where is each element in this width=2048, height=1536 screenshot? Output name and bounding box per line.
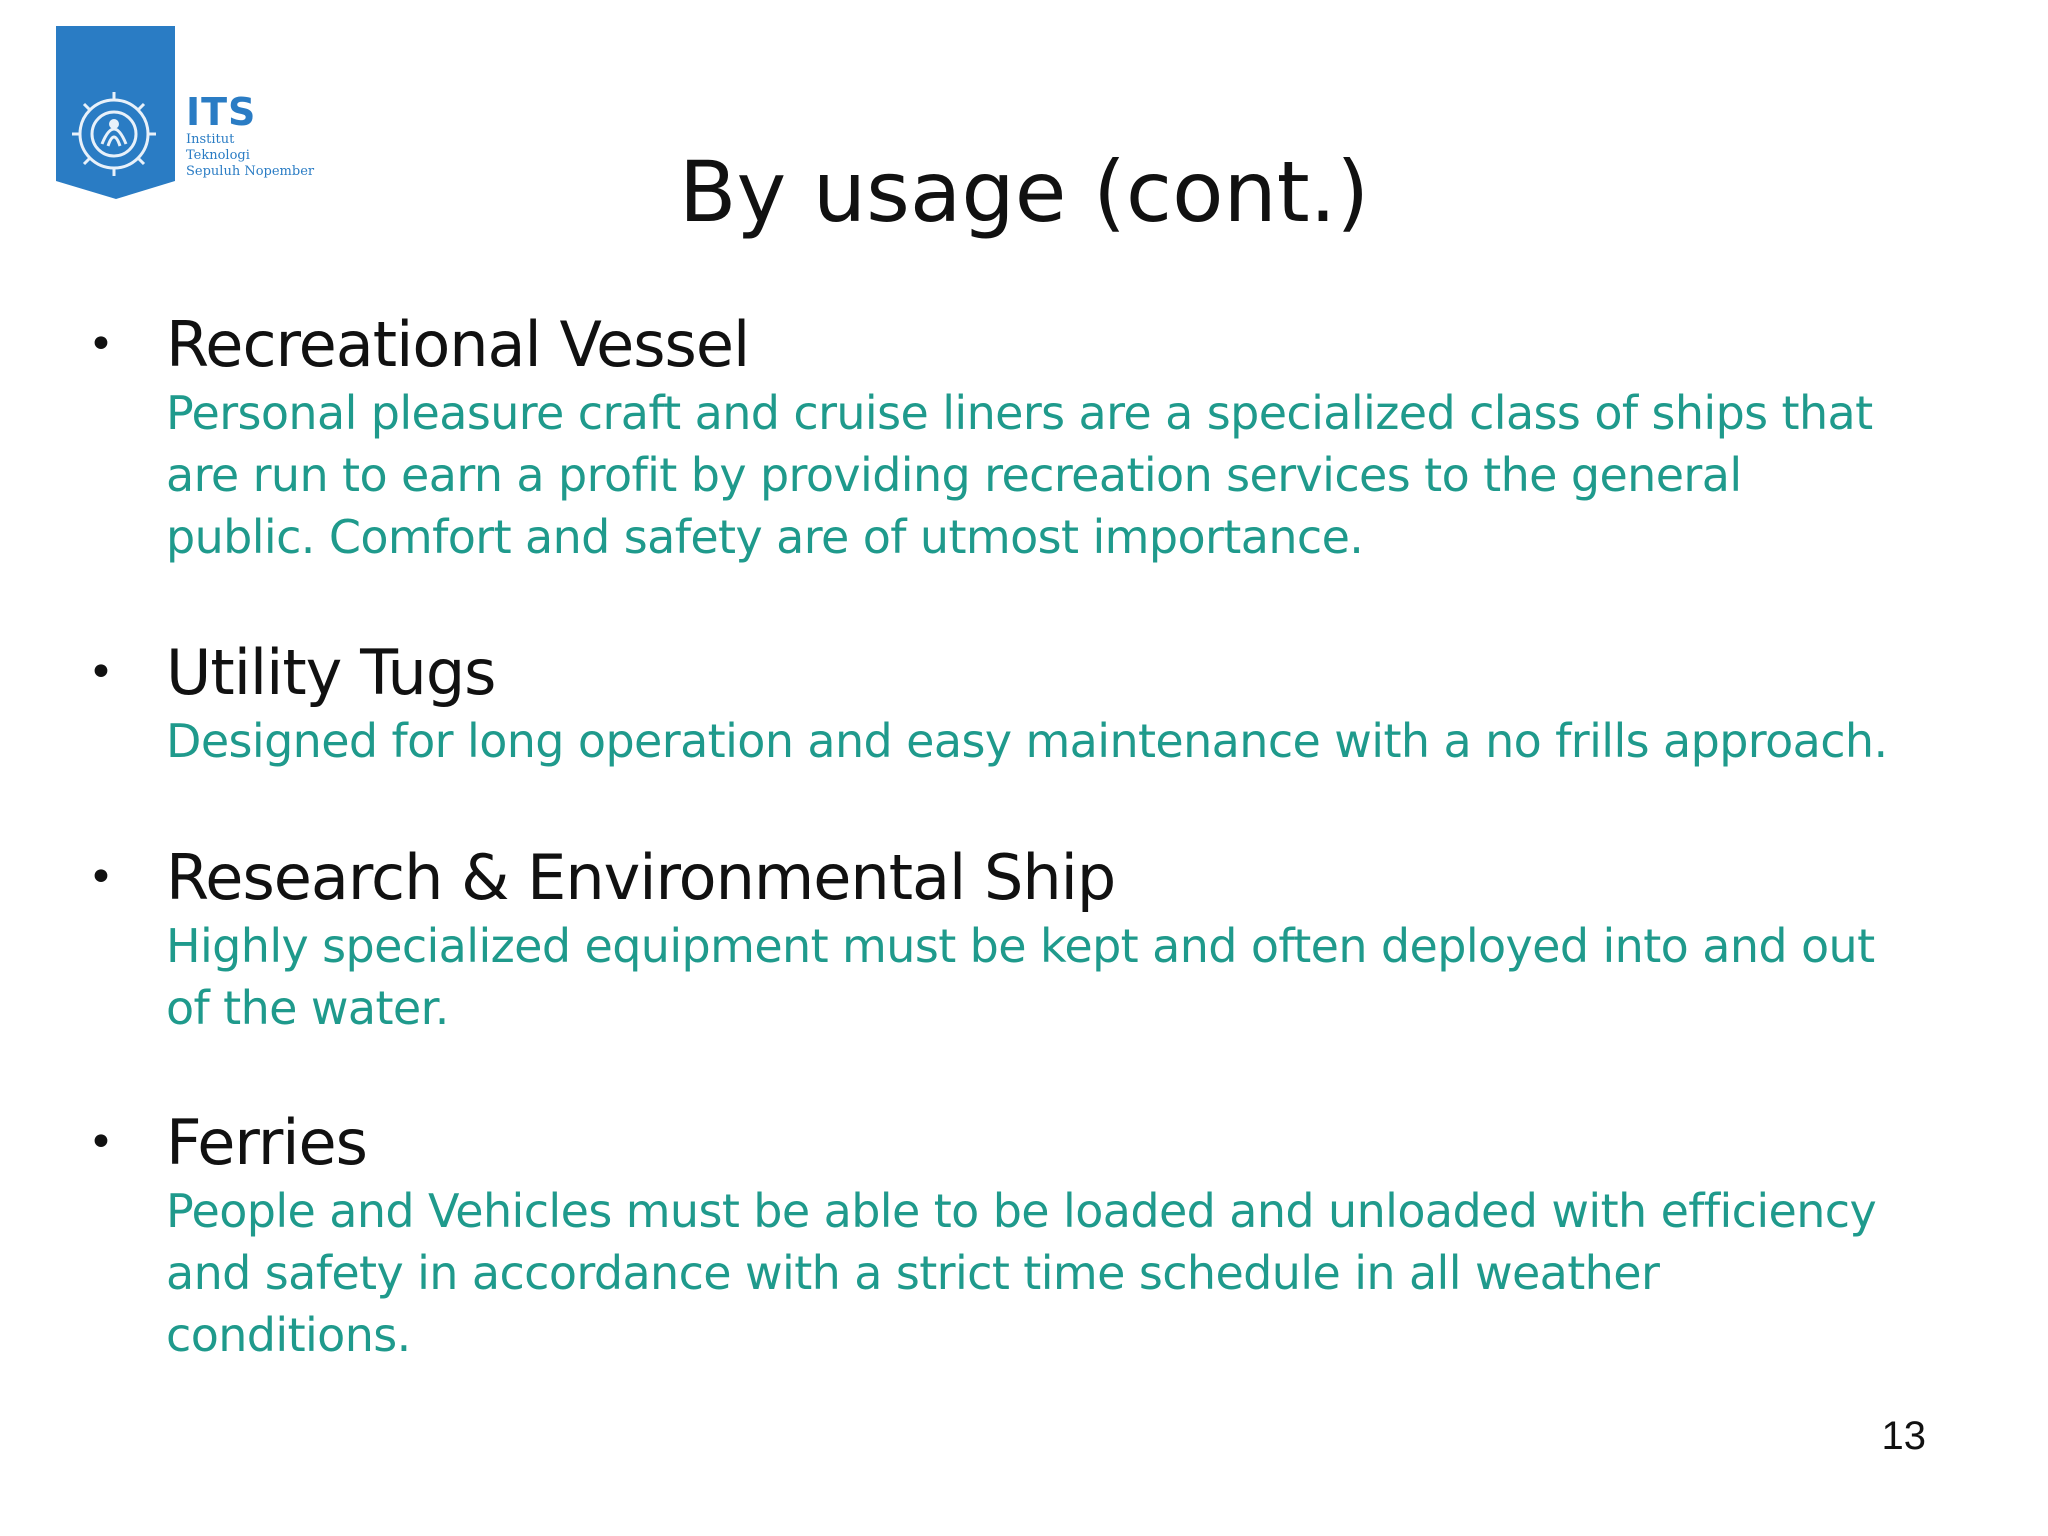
item-heading: Ferries [166, 1106, 367, 1179]
logo-name-line-2: Teknologi [186, 148, 250, 163]
bullet-icon: • [88, 319, 114, 370]
logo-name-line-3: Sepuluh Nopember [186, 164, 315, 179]
item-description [166, 382, 2026, 568]
description-line: and safety in accordance with a strict time schedule in all weather [166, 1246, 1660, 1300]
page-number: 13 [1881, 1414, 1926, 1458]
description-line: Personal pleasure craft and cruise liners are a specialized class of ships that [166, 386, 1873, 440]
bullet-icon: • [88, 852, 114, 903]
slide-title [0, 142, 2048, 242]
logo-name-line-1: Institut [186, 132, 235, 147]
description-line: of the water. [166, 981, 449, 1035]
item-description [166, 915, 2026, 1039]
item-description [166, 710, 2026, 772]
description-line: Designed for long operation and easy maintenance with a no frills approach. [166, 714, 1888, 768]
item-heading: Research & Environmental Ship [166, 841, 1116, 914]
description-line: People and Vehicles must be able to be loaded and unloaded with efficiency [166, 1184, 1877, 1238]
logo-abbreviation: ITS [186, 90, 257, 134]
bullet-icon: • [88, 1117, 114, 1168]
slide-title-text: By usage (cont.) [678, 143, 1370, 241]
item-description [166, 1180, 2026, 1366]
item-heading: Recreational Vessel [166, 308, 750, 381]
description-line: are run to earn a profit by providing recreation services to the general [166, 448, 1742, 502]
description-line: Highly specialized equipment must be kept and often deployed into and out [166, 919, 1875, 973]
bullet-icon: • [88, 647, 114, 698]
item-heading: Utility Tugs [166, 636, 496, 709]
description-line: public. Comfort and safety are of utmost importance. [166, 510, 1364, 564]
description-line: conditions. [166, 1308, 411, 1362]
